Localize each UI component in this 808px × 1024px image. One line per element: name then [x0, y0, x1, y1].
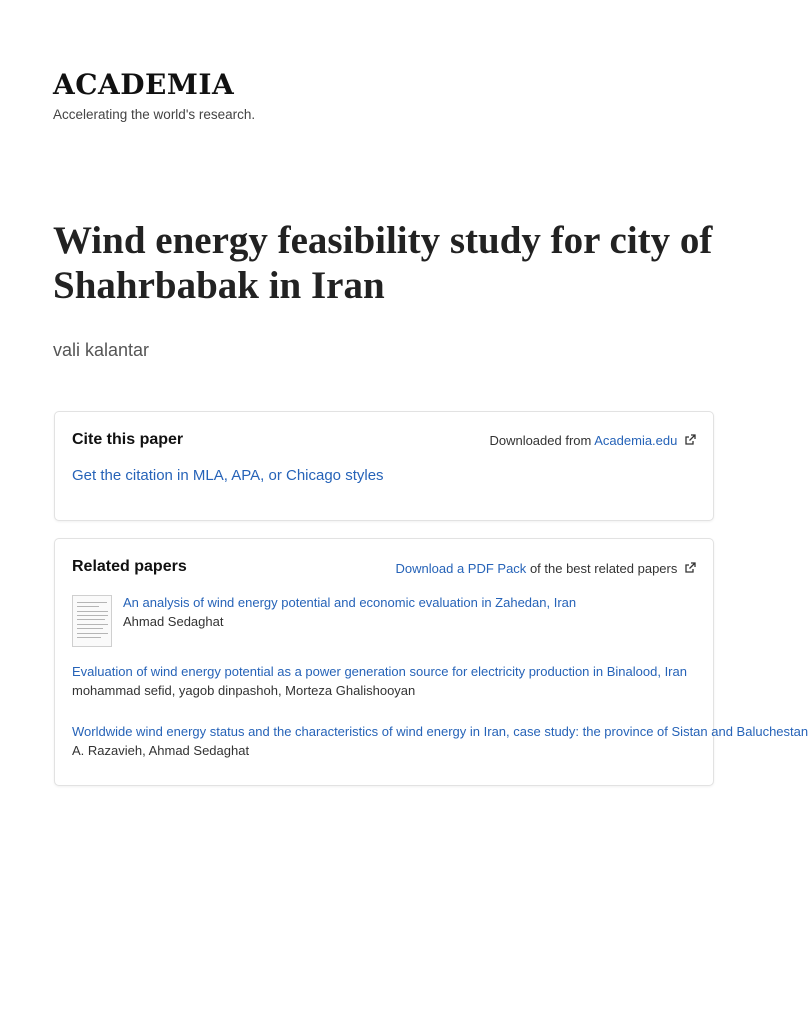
related-paper-item [72, 724, 808, 758]
pdf-pack-suffix: of the best related papers [529, 561, 678, 576]
cite-heading: Cite this paper [72, 431, 184, 448]
related-paper-title[interactable]: Evaluation of wind energy potential as a power generation source for electricity production in Binalood, Iran [72, 664, 687, 679]
related-paper-authors: A. Razavieh, Ahmad Sedaghat [72, 743, 250, 758]
paper-title: Wind energy feasibility study for city of Shahrbabak in Iran [53, 219, 713, 307]
related-paper-authors: Ahmad Sedaghat [123, 614, 224, 629]
download-pdf-pack-link[interactable]: Download a PDF Pack [395, 561, 527, 576]
pdf-pack-note [396, 561, 696, 576]
downloaded-from [489, 433, 696, 448]
external-link-icon[interactable] [684, 562, 696, 574]
related-paper-item [123, 595, 693, 629]
related-paper-authors: mohammad sefid, yagob dinpashoh, Morteza Ghalishooyan [72, 683, 416, 698]
related-paper-item [72, 664, 694, 698]
downloaded-from-label: Downloaded from [489, 433, 592, 448]
external-link-icon[interactable] [684, 434, 696, 446]
get-citation-link[interactable]: Get the citation in MLA, APA, or Chicago styles [72, 467, 384, 484]
tagline: Accelerating the world's research. [53, 107, 256, 122]
academia-edu-link[interactable]: Academia.edu [594, 433, 678, 448]
paper-thumbnail[interactable] [72, 595, 112, 647]
paper-author[interactable]: vali kalantar [53, 340, 150, 360]
related-papers-heading: Related papers [72, 558, 187, 575]
academia-logo[interactable]: ACADEMIA [53, 68, 235, 101]
cite-paper-card [54, 411, 714, 521]
related-paper-title[interactable]: An analysis of wind energy potential and economic evaluation in Zahedan, Iran [123, 595, 577, 610]
related-papers-card [54, 538, 808, 786]
related-paper-title[interactable]: Worldwide wind energy status and the characteristics of wind energy in Iran, case study: the province of Sistan and Baluchestan [72, 724, 808, 739]
